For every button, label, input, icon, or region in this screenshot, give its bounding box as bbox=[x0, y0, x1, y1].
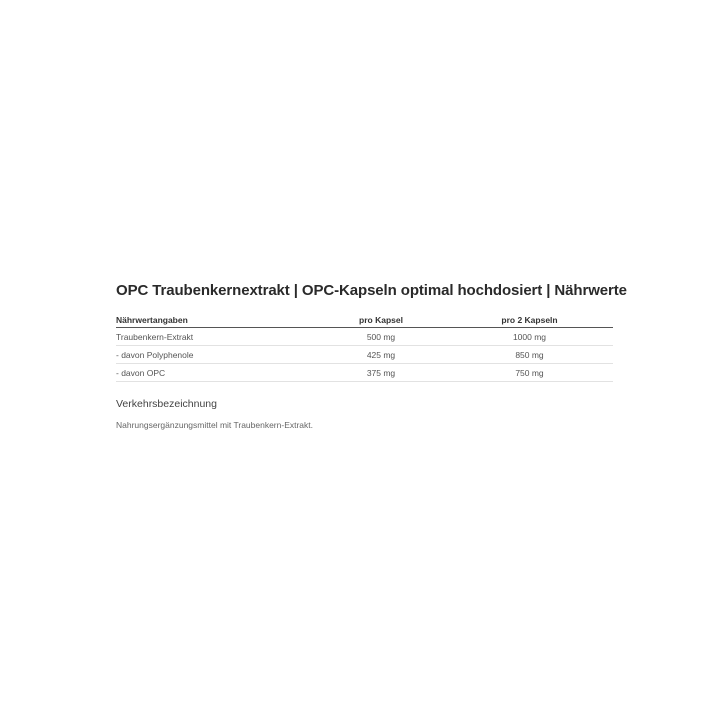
verkehrsbezeichnung-heading: Verkehrsbezeichnung bbox=[116, 398, 217, 410]
table-row bbox=[116, 346, 613, 364]
row-label: Traubenkern-Extrakt bbox=[116, 328, 316, 346]
header-per-2-capsules: pro 2 Kapseln bbox=[446, 313, 613, 328]
page-title: OPC Traubenkernextrakt | OPC-Kapseln optimal hochdosiert | Nährwerte bbox=[116, 282, 627, 299]
nutrition-panel bbox=[116, 282, 627, 430]
table-header-row bbox=[116, 313, 613, 328]
table-row bbox=[116, 328, 613, 346]
header-per-capsule: pro Kapsel bbox=[316, 313, 446, 328]
row-label: - davon Polyphenole bbox=[116, 346, 316, 364]
nutrition-table bbox=[116, 313, 613, 382]
verkehrsbezeichnung-text: Nahrungsergänzungsmittel mit Traubenkern-Extrakt. bbox=[116, 420, 314, 430]
row-value-per-capsule: 375 mg bbox=[316, 364, 446, 382]
table-row bbox=[116, 364, 613, 382]
row-value-per-2-capsules: 1000 mg bbox=[446, 328, 613, 346]
row-value-per-capsule: 500 mg bbox=[316, 328, 446, 346]
row-value-per-capsule: 425 mg bbox=[316, 346, 446, 364]
header-nutrition-facts: Nährwertangaben bbox=[116, 313, 316, 328]
row-value-per-2-capsules: 750 mg bbox=[446, 364, 613, 382]
row-label: - davon OPC bbox=[116, 364, 316, 382]
row-value-per-2-capsules: 850 mg bbox=[446, 346, 613, 364]
